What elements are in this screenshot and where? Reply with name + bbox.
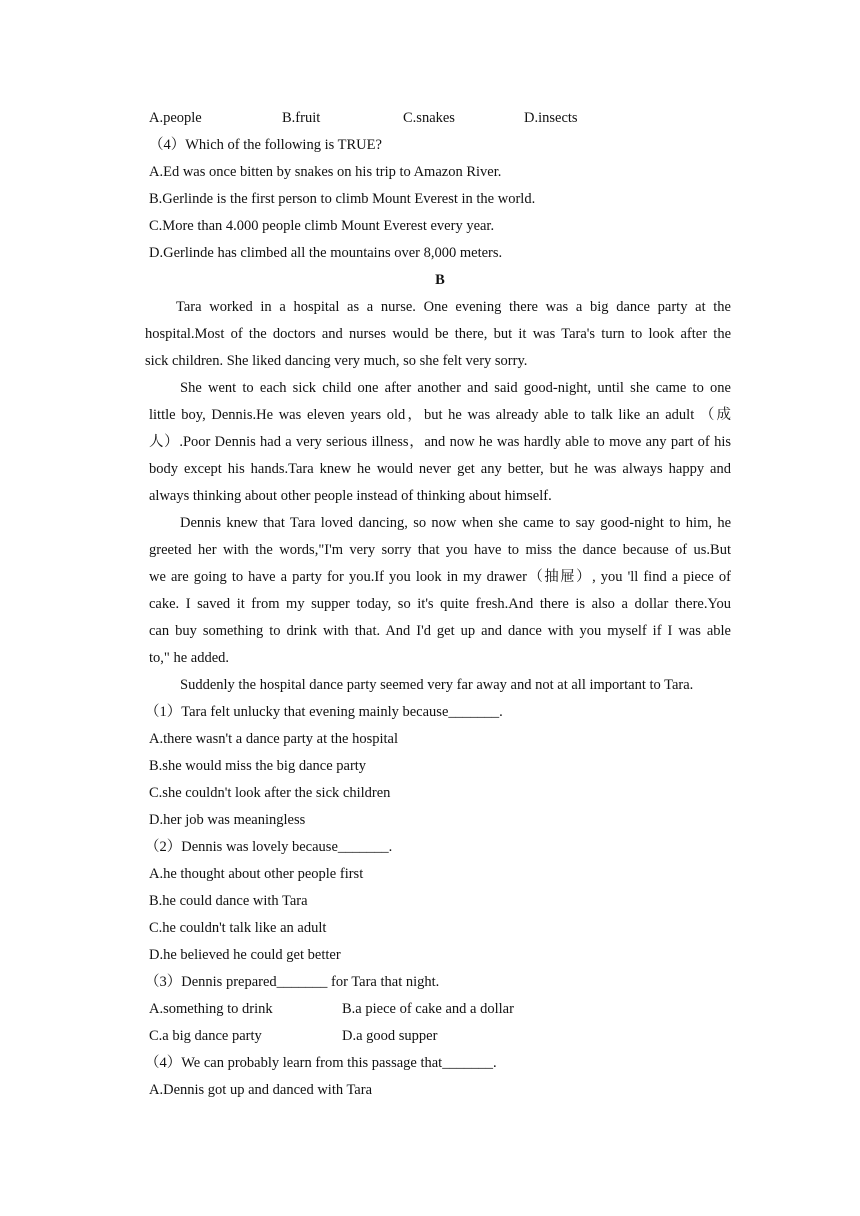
option-b: B.fruit bbox=[282, 110, 321, 126]
b-q2-stem: （2）Dennis was lovely because_______. bbox=[145, 839, 393, 855]
b-q1-option-c: C.she couldn't look after the sick children bbox=[149, 785, 391, 801]
b-q2-option-c: C.he couldn't talk like an adult bbox=[149, 920, 327, 936]
a-q4-option-a: A.Ed was once bitten by snakes on his trip to Amazon River. bbox=[149, 164, 502, 180]
passage-line: Dennis knew that Tara loved dancing, so now when she came to say good-night to him, he bbox=[180, 515, 731, 531]
passage-line: Tara worked in a hospital as a nurse. One evening there was a big dance party at the bbox=[176, 299, 731, 315]
option-c: C.snakes bbox=[403, 110, 455, 126]
b-q1-option-a: A.there wasn't a dance party at the hospital bbox=[149, 731, 399, 747]
passage-line: body except his hands.Tara knew he would never get any better, but he was always happy and bbox=[149, 461, 731, 477]
a-q4-option-d: D.Gerlinde has climbed all the mountains over 8,000 meters. bbox=[149, 245, 503, 261]
b-q2-option-b: B.he could dance with Tara bbox=[149, 893, 308, 909]
passage-line: hospital.Most of the doctors and nurses would be there, but it was Tara's turn to look after the bbox=[145, 326, 731, 342]
option-a: A.something to drink bbox=[149, 1001, 273, 1017]
passage-line: greeted her with the words,"I'm very sorry that you have to miss the dance because of us.But bbox=[149, 542, 731, 558]
a-q4-stem: （4）Which of the following is TRUE? bbox=[149, 137, 382, 153]
option-b: B.a piece of cake and a dollar bbox=[342, 1001, 514, 1017]
option-d: D.insects bbox=[524, 110, 578, 126]
a-q4-option-c: C.More than 4.000 people climb Mount Everest every year. bbox=[149, 218, 495, 234]
passage-line: can buy something to drink with that. And I'd get up and dance with you myself if I was able bbox=[149, 623, 731, 639]
option-d: D.a good supper bbox=[342, 1028, 438, 1044]
passage-line: to," he added. bbox=[149, 650, 230, 666]
passage-line: Suddenly the hospital dance party seemed very far away and not at all important to Tara. bbox=[180, 677, 694, 693]
a-q4-option-b: B.Gerlinde is the first person to climb Mount Everest in the world. bbox=[149, 191, 536, 207]
b-q2-option-d: D.he believed he could get better bbox=[149, 947, 341, 963]
section-heading: B bbox=[435, 272, 445, 288]
b-q1-option-b: B.she would miss the big dance party bbox=[149, 758, 367, 774]
b-q4-stem: （4）We can probably learn from this passage that_______. bbox=[145, 1055, 497, 1071]
b-q2-option-a: A.he thought about other people first bbox=[149, 866, 364, 882]
passage-line: we are going to have a party for you.If you look in my drawer（抽屉）, you 'll find a piece of bbox=[149, 569, 731, 585]
b-q1-stem: （1）Tara felt unlucky that evening mainly because_______. bbox=[145, 704, 503, 720]
option-c: C.a big dance party bbox=[149, 1028, 262, 1044]
passage-line: cake. I saved it from my supper today, so it's quite fresh.And there is also a dollar there.You bbox=[149, 596, 731, 612]
option-a: A.people bbox=[149, 110, 202, 126]
b-q3-stem: （3）Dennis prepared_______ for Tara that night. bbox=[145, 974, 440, 990]
b-q1-option-d: D.her job was meaningless bbox=[149, 812, 306, 828]
passage-line: 人）.Poor Dennis had a very serious illness，and now he was hardly able to move any part of his bbox=[149, 434, 731, 450]
b-q4-option-a: A.Dennis got up and danced with Tara bbox=[149, 1082, 373, 1098]
passage-line: sick children. She liked dancing very much, so she felt very sorry. bbox=[145, 353, 528, 369]
passage-line: She went to each sick child one after another and said good-night, until she came to one bbox=[180, 380, 731, 396]
passage-line: always thinking about other people instead of thinking about himself. bbox=[149, 488, 552, 504]
passage-line: little boy, Dennis.He was eleven years old，but he was already able to talk like an adult （成 bbox=[149, 407, 731, 423]
